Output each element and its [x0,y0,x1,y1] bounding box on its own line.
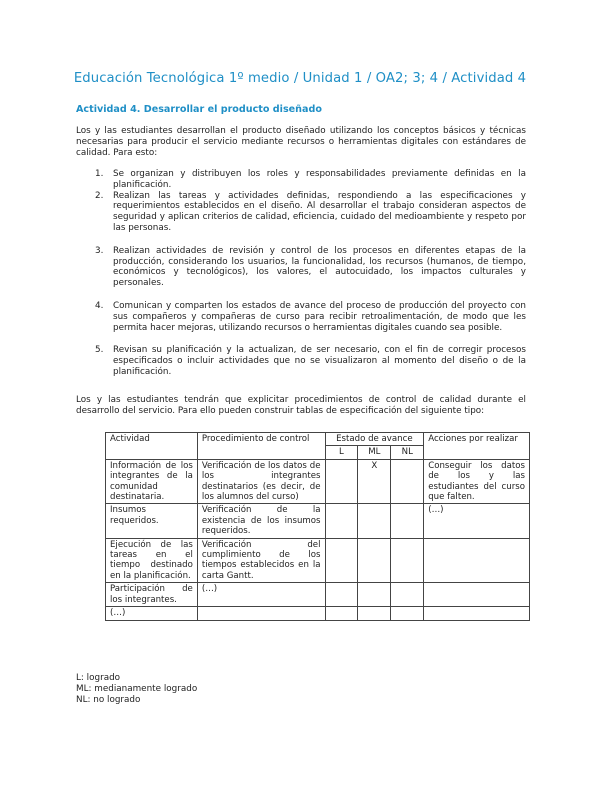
step-number: 5. [95,345,104,356]
column-header-estado: Estado de avance [325,433,424,446]
column-header-ml: ML [358,446,391,459]
cell-nl [391,459,424,504]
table-row [106,459,530,504]
step-text: Realizan actividades de revisión y control de los procesos en diferentes etapas de la producción, considerando los usuarios, la funcionalidad, los recursos (humanos, de tiempo, económicos y tecnológicos), los valores, el autocuidado, los impactos culturales y personales. [113,245,526,289]
cell-l [325,583,358,607]
page-header: Educación Tecnológica 1º medio / Unidad 1 / OA2; 3; 4 / Actividad 4 [73,71,527,86]
table-header-row [106,433,530,446]
cell-actividad: Ejecución de las tareas en el tiempo destinado en la planificación. [106,538,198,583]
legend-item: NL: no logrado [76,694,141,705]
table-row [106,538,530,583]
cell-procedimiento: Verificación de la existencia de los insumos requeridos. [197,504,325,538]
cell-ml: X [358,459,391,504]
cell-nl [391,583,424,607]
cell-nl [391,607,424,620]
column-header-l: L [325,446,358,459]
legend-item: ML: medianamente logrado [76,683,198,694]
cell-actividad: Participación de los integrantes. [106,583,198,607]
cell-ml [358,607,391,620]
specification-table [105,432,530,621]
step-item [76,345,526,377]
column-header-procedimiento: Procedimiento de control [197,433,325,460]
cell-nl [391,504,424,538]
cell-acciones [424,583,530,607]
step-text: Revisan su planificación y la actualizan, de ser necesario, con el fin de corregir procesos especificados o incluir actividades que no se visualizaron al momento del diseño o de la planificación. [113,345,526,377]
cell-acciones: Conseguir los datos de los y las estudiantes del curso que falten. [424,459,530,504]
step-item [76,301,526,333]
step-number: 4. [95,300,104,311]
cell-procedimiento: (…) [197,583,325,607]
step-item [76,246,526,289]
steps-list [76,169,526,378]
step-text: Se organizan y distribuyen los roles y responsabilidades previamente definidas en la planificación. [113,169,526,190]
cell-acciones [424,607,530,620]
cell-procedimiento [197,607,325,620]
cell-actividad: (…) [106,607,198,620]
cell-actividad: Información de los integrantes de la comunidad destinataria. [106,459,198,504]
table-row [106,607,530,620]
column-header-acciones: Acciones por realizar [424,433,530,460]
cell-nl [391,538,424,583]
cell-ml [358,504,391,538]
activity-title: Actividad 4. Desarrollar el producto diseñado [76,104,322,115]
step-number: 1. [95,169,104,179]
intro-paragraph: Los y las estudiantes desarrollan el producto diseñado utilizando los conceptos básicos y técnicas necesarias para producir el servicio mediante recursos o herramientas digitales con estándares de calidad. Para esto: [76,126,526,158]
table-row [106,583,530,607]
cell-acciones: (…) [424,504,530,538]
legend [76,673,526,705]
step-text: Comunican y comparten los estados de avance del proceso de producción del proyecto con sus compañeros y compañeras de curso para recibir retroalimentación, de modo que les permita hacer mejoras, utilizando recursos o herramientas digitales cuando sea posible. [113,300,526,333]
table-row [106,504,530,538]
cell-l [325,538,358,583]
cell-ml [358,538,391,583]
column-header-nl: NL [391,446,424,459]
cell-procedimiento: Verificación del cumplimiento de los tiempos establecidos en la carta Gantt. [197,538,325,583]
step-number: 3. [95,245,104,256]
cell-l [325,504,358,538]
column-header-actividad: Actividad [106,433,198,460]
closing-paragraph: Los y las estudiantes tendrán que explicitar procedimientos de control de calidad durante el desarrollo del servicio. Para ello pueden construir tablas de especificación del siguiente tipo: [76,395,526,416]
cell-ml [358,583,391,607]
cell-actividad: Insumos requeridos. [106,504,198,538]
step-text: Realizan las tareas y actividades definidas, respondiendo a las especificaciones y requerimientos establecidos en el diseño. Al desarrollar el trabajo consideran aspectos de seguridad y aplican criterios de calidad, eficiencia, cuidado del medioambiente y respeto por las personas. [113,190,526,233]
step-item [76,191,526,234]
step-item [76,169,526,191]
cell-l [325,459,358,504]
cell-l [325,607,358,620]
cell-acciones [424,538,530,583]
cell-procedimiento: Verificación de los datos de los integrantes destinatarios (es decir, de los alumnos del curso) [197,459,325,504]
step-number: 2. [95,190,104,201]
legend-item: L: logrado [76,673,121,683]
